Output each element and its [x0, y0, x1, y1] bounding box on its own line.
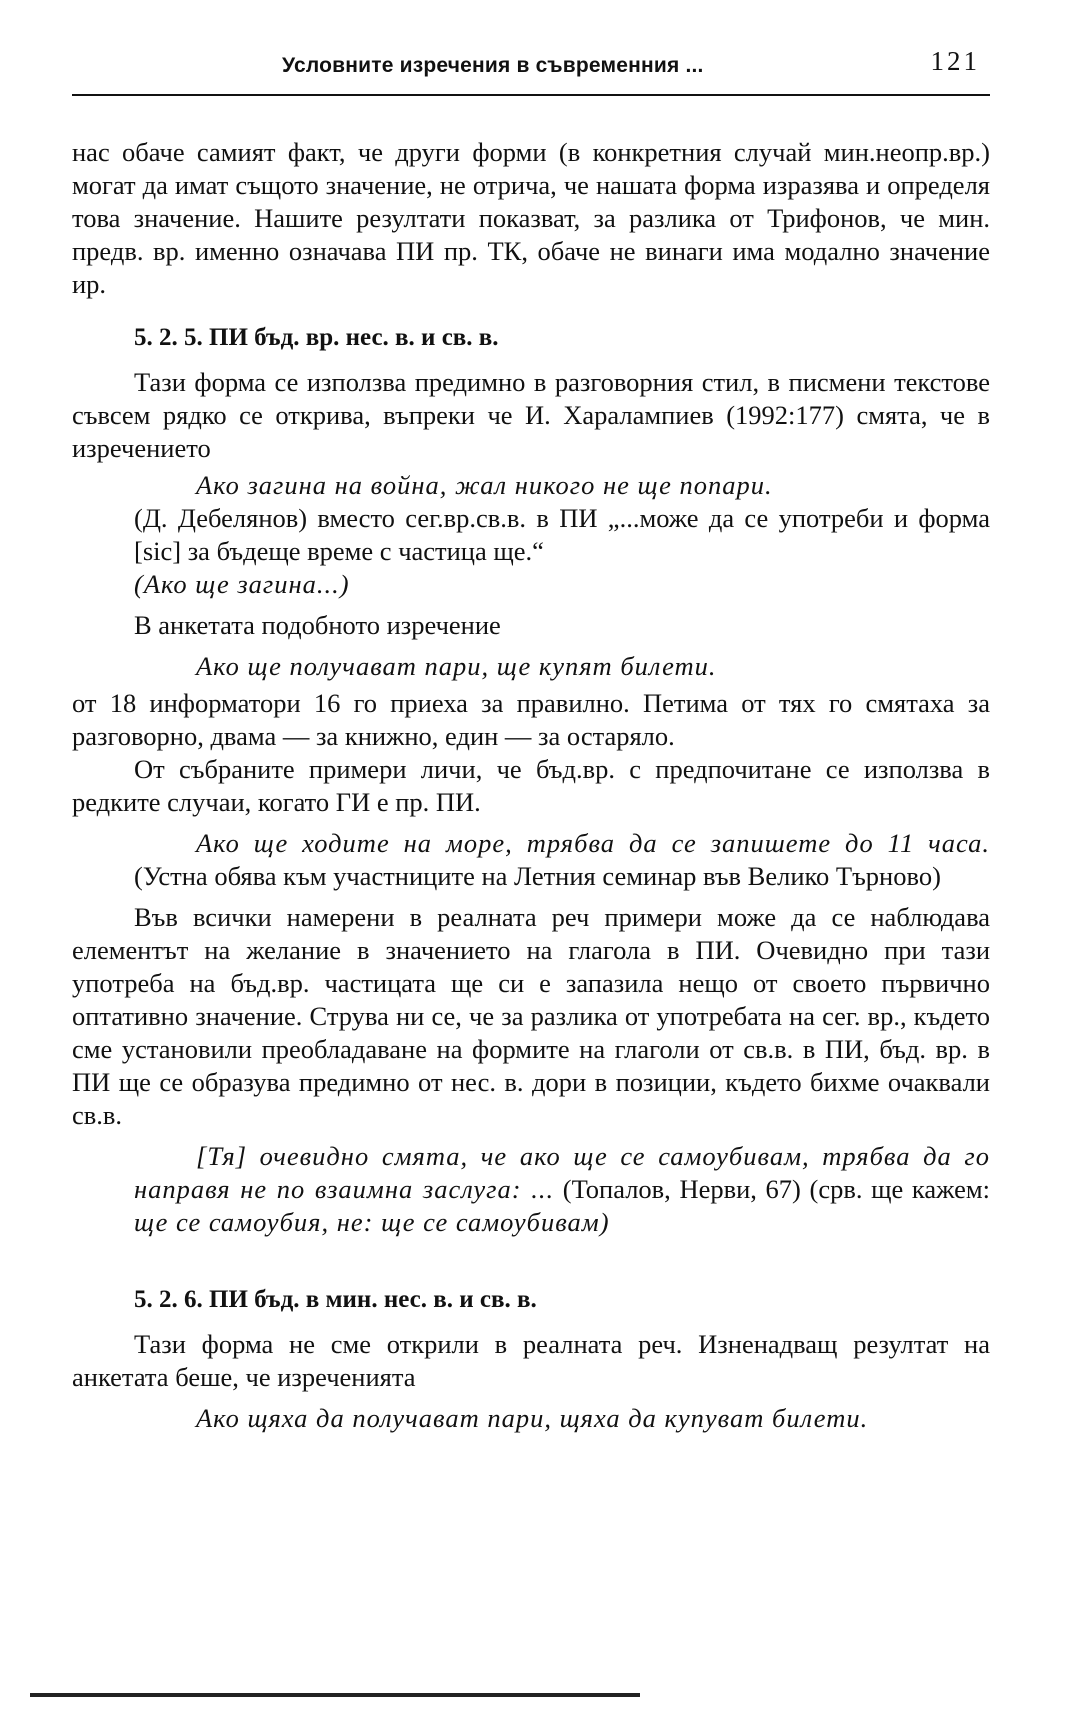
example-3-source: (Устна обява към участниците на Летния семинар във Велико Търново) [134, 861, 941, 891]
page-body [72, 136, 990, 1435]
paragraph-3: В анкетата подобното изречение [134, 610, 501, 640]
example-4-comparison: ще се самоубия, не: ще се самоубивам) [134, 1207, 610, 1237]
example-1-source: (Д. Дебелянов) вместо сег.вр.св.в. в ПИ „...може да се употреби и форма [sic] за бъдеще време с частица ще.“ [134, 503, 990, 566]
example-3-quote: Ако ще ходите на море, трябва да се запишете до 11 часа. [196, 828, 990, 858]
paragraph-4: от 18 информатори 16 го приеха за правилно. Петима от тях го смятаха за разговорно, двама — за книжно, един — за остаряло. [72, 688, 990, 751]
section-heading-5-2-6: 5. 2. 6. ПИ бъд. в мин. нес. в. и св. в. [134, 1286, 537, 1313]
page-number: 121 [930, 46, 980, 76]
section-heading-5-2-5: 5. 2. 5. ПИ бъд. вр. нес. в. и св. в. [134, 324, 499, 351]
example-1-tail: (Ако ще загина...) [134, 569, 350, 599]
paragraph-7: Тази форма не сме открили в реалната реч. Изненадващ резултат на анкетата беше, че изреченията [72, 1329, 990, 1392]
paragraph-2: Тази форма се използва предимно в разговорния стил, в писмени текстове съвсем рядко се открива, въпреки че И. Харалампиев (1992:177) смята, че в изречението [72, 367, 990, 463]
example-4 [134, 1140, 990, 1239]
paragraph-1: нас обаче самият факт, че други форми (в конкретния случай мин.неопр.вр.) могат да имат същото значение, не отрича, че нашата форма изразява и определя това значение. Нашите резултати показват, за разлика от Трифонов, че мин. предв. вр. именно означава ПИ пр. ТК, обаче не винаги има модално значение ир. [72, 137, 990, 299]
paragraph-6: Във всички намерени в реалната реч примери може да се наблюдава елементът на желание в значението на глагола в ПИ. Очевидно при тази употреба на бъд.вр. частицата ще си е запазила нещо от своето първично оптативно значение. Струва ни се, че за разлика от употребата на сег. вр., където сме установили преобладаване на формите на глаголи от св.в. в ПИ, бъд. вр. в ПИ ще се образува предимно от нес. в. дори в позиции, където бихме очаквали св.в. [72, 902, 990, 1130]
paragraph-5: От събраните примери личи, че бъд.вр. с предпочитане се използва в редките случаи, когато ГИ е пр. ПИ. [72, 754, 990, 817]
example-1-quote: Ако загина на война, жал никого не ще попари. [196, 470, 773, 500]
example-4-quote: [Тя] очевидно смята, че ако ще се самоубивам, трябва да го направя не по взаимна заслуга: ... [134, 1141, 990, 1204]
example-4-source: (Топалов, Нерви, 67) (срв. ще кажем: [562, 1174, 990, 1204]
example-1 [134, 469, 990, 502]
example-5: Ако щяха да получават пари, щяха да купуват билети. [196, 1403, 869, 1433]
running-title: Условните изречения в съвременния ... [282, 54, 704, 77]
bottom-scan-rule [30, 1693, 640, 1697]
example-2: Ако ще получават пари, ще купят билети. [196, 651, 717, 681]
example-3 [134, 827, 990, 893]
running-header [72, 44, 990, 96]
